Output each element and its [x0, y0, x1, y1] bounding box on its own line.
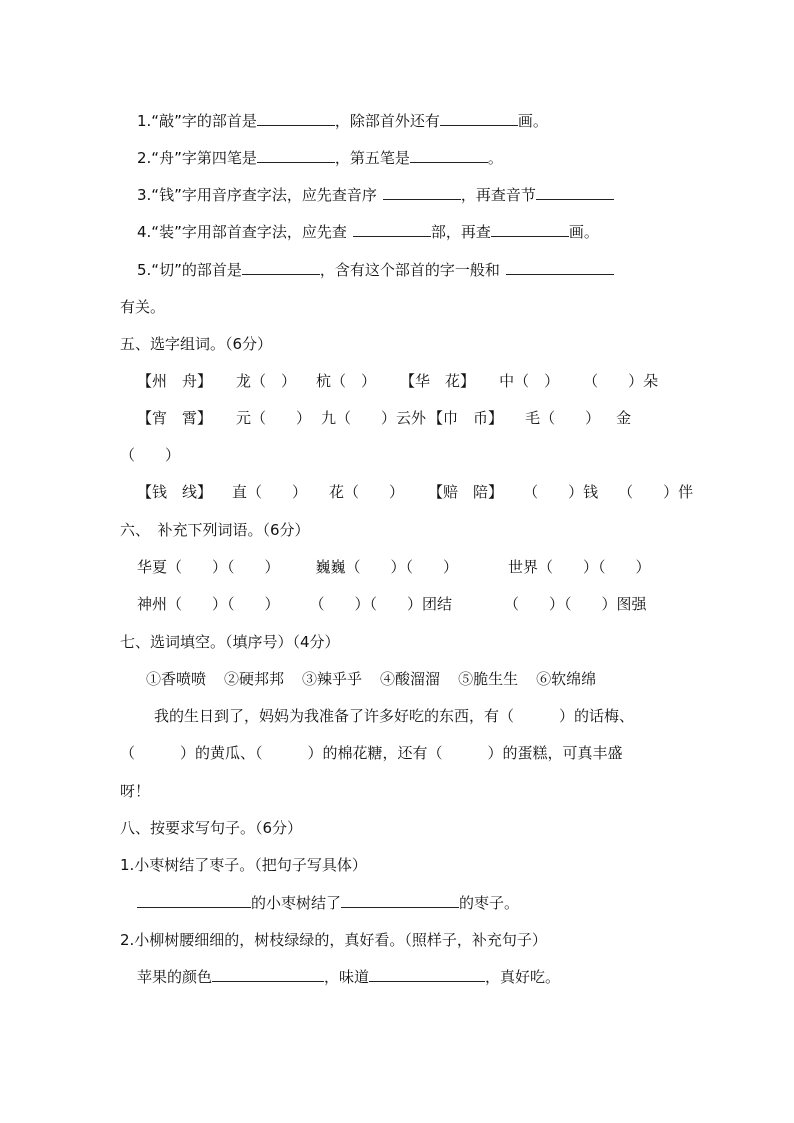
part5-row2 [137, 408, 631, 428]
q4-5-text-a: 5.“切”的部首是 [137, 261, 242, 279]
option-5: ⑤脆生生 [458, 670, 519, 688]
q4-4-text-c: 画。 [568, 223, 599, 241]
part7-para-l3 [120, 781, 150, 801]
part5-heading [120, 334, 272, 354]
part6-row1 [137, 557, 651, 577]
idiom-fill[interactable]: （ ）（ ）团结 [309, 595, 453, 613]
option-2: ②硬邦邦 [224, 670, 285, 688]
part8-q2 [120, 930, 547, 950]
char-group: 【赔 陪】 [428, 483, 504, 501]
section-heading: 六、 补充下列词语。（6分） [120, 521, 310, 539]
word-blank[interactable]: （ ） [120, 446, 181, 464]
q4-3-text-a: 3.“钱”字用音序查字法，应先查音序 [137, 186, 377, 204]
q4-1-blank-1[interactable] [257, 111, 335, 126]
q4-4 [137, 222, 599, 242]
option-4: ④酸溜溜 [380, 670, 441, 688]
section-heading: 七、选词填空。（填序号）（4分） [120, 633, 340, 651]
idiom-fill[interactable]: （ ）（ ）图强 [504, 595, 647, 613]
answer-text-b: ，味道 [324, 968, 370, 986]
word-blank[interactable]: （ ）朵 [583, 372, 659, 390]
q4-2-text-b: ，第五笔是 [334, 149, 410, 167]
idiom-fill[interactable]: 巍巍（ ）（ ） [315, 558, 459, 576]
word-blank[interactable]: （ ）钱 [523, 483, 599, 501]
word-blank[interactable]: 中（ ） [499, 372, 560, 390]
q4-1-blank-2[interactable] [440, 111, 518, 126]
answer-text-b: 的枣子。 [459, 894, 520, 912]
part5-row2-tail [120, 445, 180, 465]
q4-4-blank-2[interactable] [491, 222, 569, 237]
char-group: 【宵 霄】 [137, 409, 213, 427]
part6-heading [120, 520, 310, 540]
q4-5-blank-1[interactable] [242, 260, 320, 275]
part7-para-l1 [154, 706, 634, 726]
q4-4-text-b: 部，再查 [430, 223, 491, 241]
q4-3-text-b: ，再查音节 [460, 186, 536, 204]
part5-row1 [137, 371, 658, 391]
word-blank[interactable]: 花（ ） [329, 483, 405, 501]
answer-text-a: 的小枣树结了 [251, 894, 342, 912]
part7-para-l2 [120, 743, 623, 763]
q4-2-blank-2[interactable] [410, 148, 488, 163]
part8-q1 [120, 855, 367, 875]
q4-2-text-c: 。 [487, 149, 503, 167]
q4-5-blank-2[interactable] [506, 260, 614, 275]
answer-blank-2[interactable] [341, 893, 459, 908]
word-blank[interactable]: 九（ ）云外 [321, 409, 427, 427]
part8-heading [120, 818, 302, 838]
char-group: 【钱 线】 [137, 483, 213, 501]
q4-1-text-c: 画。 [517, 112, 548, 130]
q4-4-blank-1[interactable] [353, 222, 431, 237]
part7-options [146, 669, 596, 689]
idiom-fill[interactable]: 华夏（ ）（ ） [137, 558, 280, 576]
option-6: ⑥软绵绵 [536, 670, 597, 688]
q4-2-text-a: 2.“舟”字第四笔是 [137, 149, 257, 167]
option-1: ①香喷喷 [146, 670, 207, 688]
idiom-fill[interactable]: 神州（ ）（ ） [137, 595, 280, 613]
q4-5-tail [120, 297, 165, 317]
part5-row3 [137, 482, 693, 502]
q4-3-blank-2[interactable] [536, 185, 614, 200]
section-heading: 五、选字组词。（6分） [120, 335, 273, 353]
part6-row2 [137, 594, 647, 614]
answer-blank-1[interactable] [212, 967, 324, 982]
paragraph-text: 呀！ [120, 782, 151, 800]
q4-5-text-b: ，含有这个部首的字一般和 [319, 261, 500, 279]
word-blank[interactable]: 龙（ ） [236, 372, 297, 390]
idiom-fill[interactable]: 世界（ ）（ ） [508, 558, 651, 576]
answer-blank-1[interactable] [137, 893, 251, 908]
char-group: 【州 舟】 [137, 372, 213, 390]
answer-text-a: 苹果的颜色 [137, 968, 213, 986]
paragraph-text: （ ）的黄瓜、（ ）的棉花糖，还有（ ）的蛋糕，可真丰盛 [120, 744, 623, 762]
word-blank[interactable]: 杭（ ） [316, 372, 377, 390]
word-text: 金 [616, 409, 632, 427]
q4-1 [137, 111, 548, 131]
q4-2 [137, 148, 503, 168]
q4-4-text-a: 4.“装”字用部首查字法，应先查 [137, 223, 347, 241]
answer-text-c: ，真好吃。 [485, 968, 561, 986]
question-text: 1.小枣树结了枣子。（把句子写具体） [120, 856, 367, 874]
part7-heading [120, 632, 340, 652]
q4-3 [137, 185, 614, 205]
section-heading: 八、按要求写句子。（6分） [120, 819, 303, 837]
question-text: 2.小柳树腰细细的，树枝绿绿的，真好看。（照样子，补充句子） [120, 931, 547, 949]
word-blank[interactable]: 直（ ） [232, 483, 308, 501]
paragraph-text: 我的生日到了，妈妈为我准备了许多好吃的东西，有（ ）的话梅、 [154, 707, 635, 725]
word-blank[interactable]: （ ）伴 [618, 483, 694, 501]
part8-q2-answer [137, 967, 560, 987]
q4-3-blank-1[interactable] [383, 185, 461, 200]
word-blank[interactable]: 毛（ ） [525, 409, 601, 427]
word-blank[interactable]: 元（ ） [236, 409, 312, 427]
char-group: 【华 花】 [400, 372, 476, 390]
answer-blank-2[interactable] [369, 967, 485, 982]
q4-5-text-c: 有关。 [120, 298, 166, 316]
q4-2-blank-1[interactable] [257, 148, 335, 163]
char-group: 【巾 币】 [428, 409, 504, 427]
q4-1-text-b: ，除部首外还有 [334, 112, 440, 130]
option-3: ③辣乎乎 [302, 670, 363, 688]
part8-q1-answer [137, 893, 519, 913]
q4-5 [137, 260, 614, 280]
q4-1-text-a: 1.“敲”字的部首是 [137, 112, 257, 130]
